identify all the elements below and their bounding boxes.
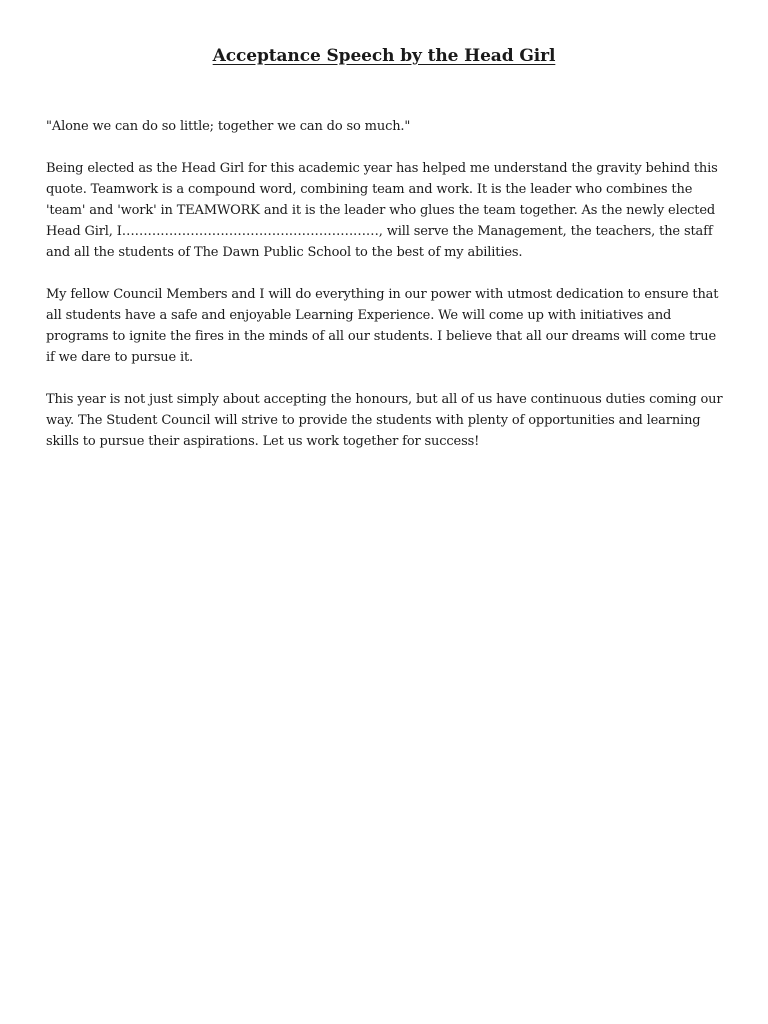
body-paragraph-1: Being elected as the Head Girl for this academic year has helped me understand the gravity behind this quote. Teamwork is a compound word, combining team and work. It is the leader who combines the 'team' and 'work' in TEAMWORK and it is the leader who glues the team together. As the newly elected Head Girl, I……………………………………………………, will serve the Management, the teachers, the staff and all the students of The Dawn Public School to the best of my abilities.	[46, 161, 718, 260]
document-body	[46, 116, 726, 473]
quote-paragraph: "Alone we can do so little; together we can do so much."	[46, 119, 411, 134]
body-paragraph-3: This year is not just simply about accepting the honours, but all of us have continuous duties coming our way. The Student Council will strive to provide the students with plenty of opportunities and learning skills to pursue their aspirations. Let us work together for success!	[46, 392, 723, 449]
body-paragraph-2: My fellow Council Members and I will do everything in our power with utmost dedication to ensure that all students have a safe and enjoyable Learning Experience. We will come up with initiatives and programs to ignite the fires in the minds of all our students. I believe that all our dreams will come true if we dare to pursue it.	[46, 287, 719, 365]
document-title: Acceptance Speech by the Head Girl	[212, 46, 556, 66]
